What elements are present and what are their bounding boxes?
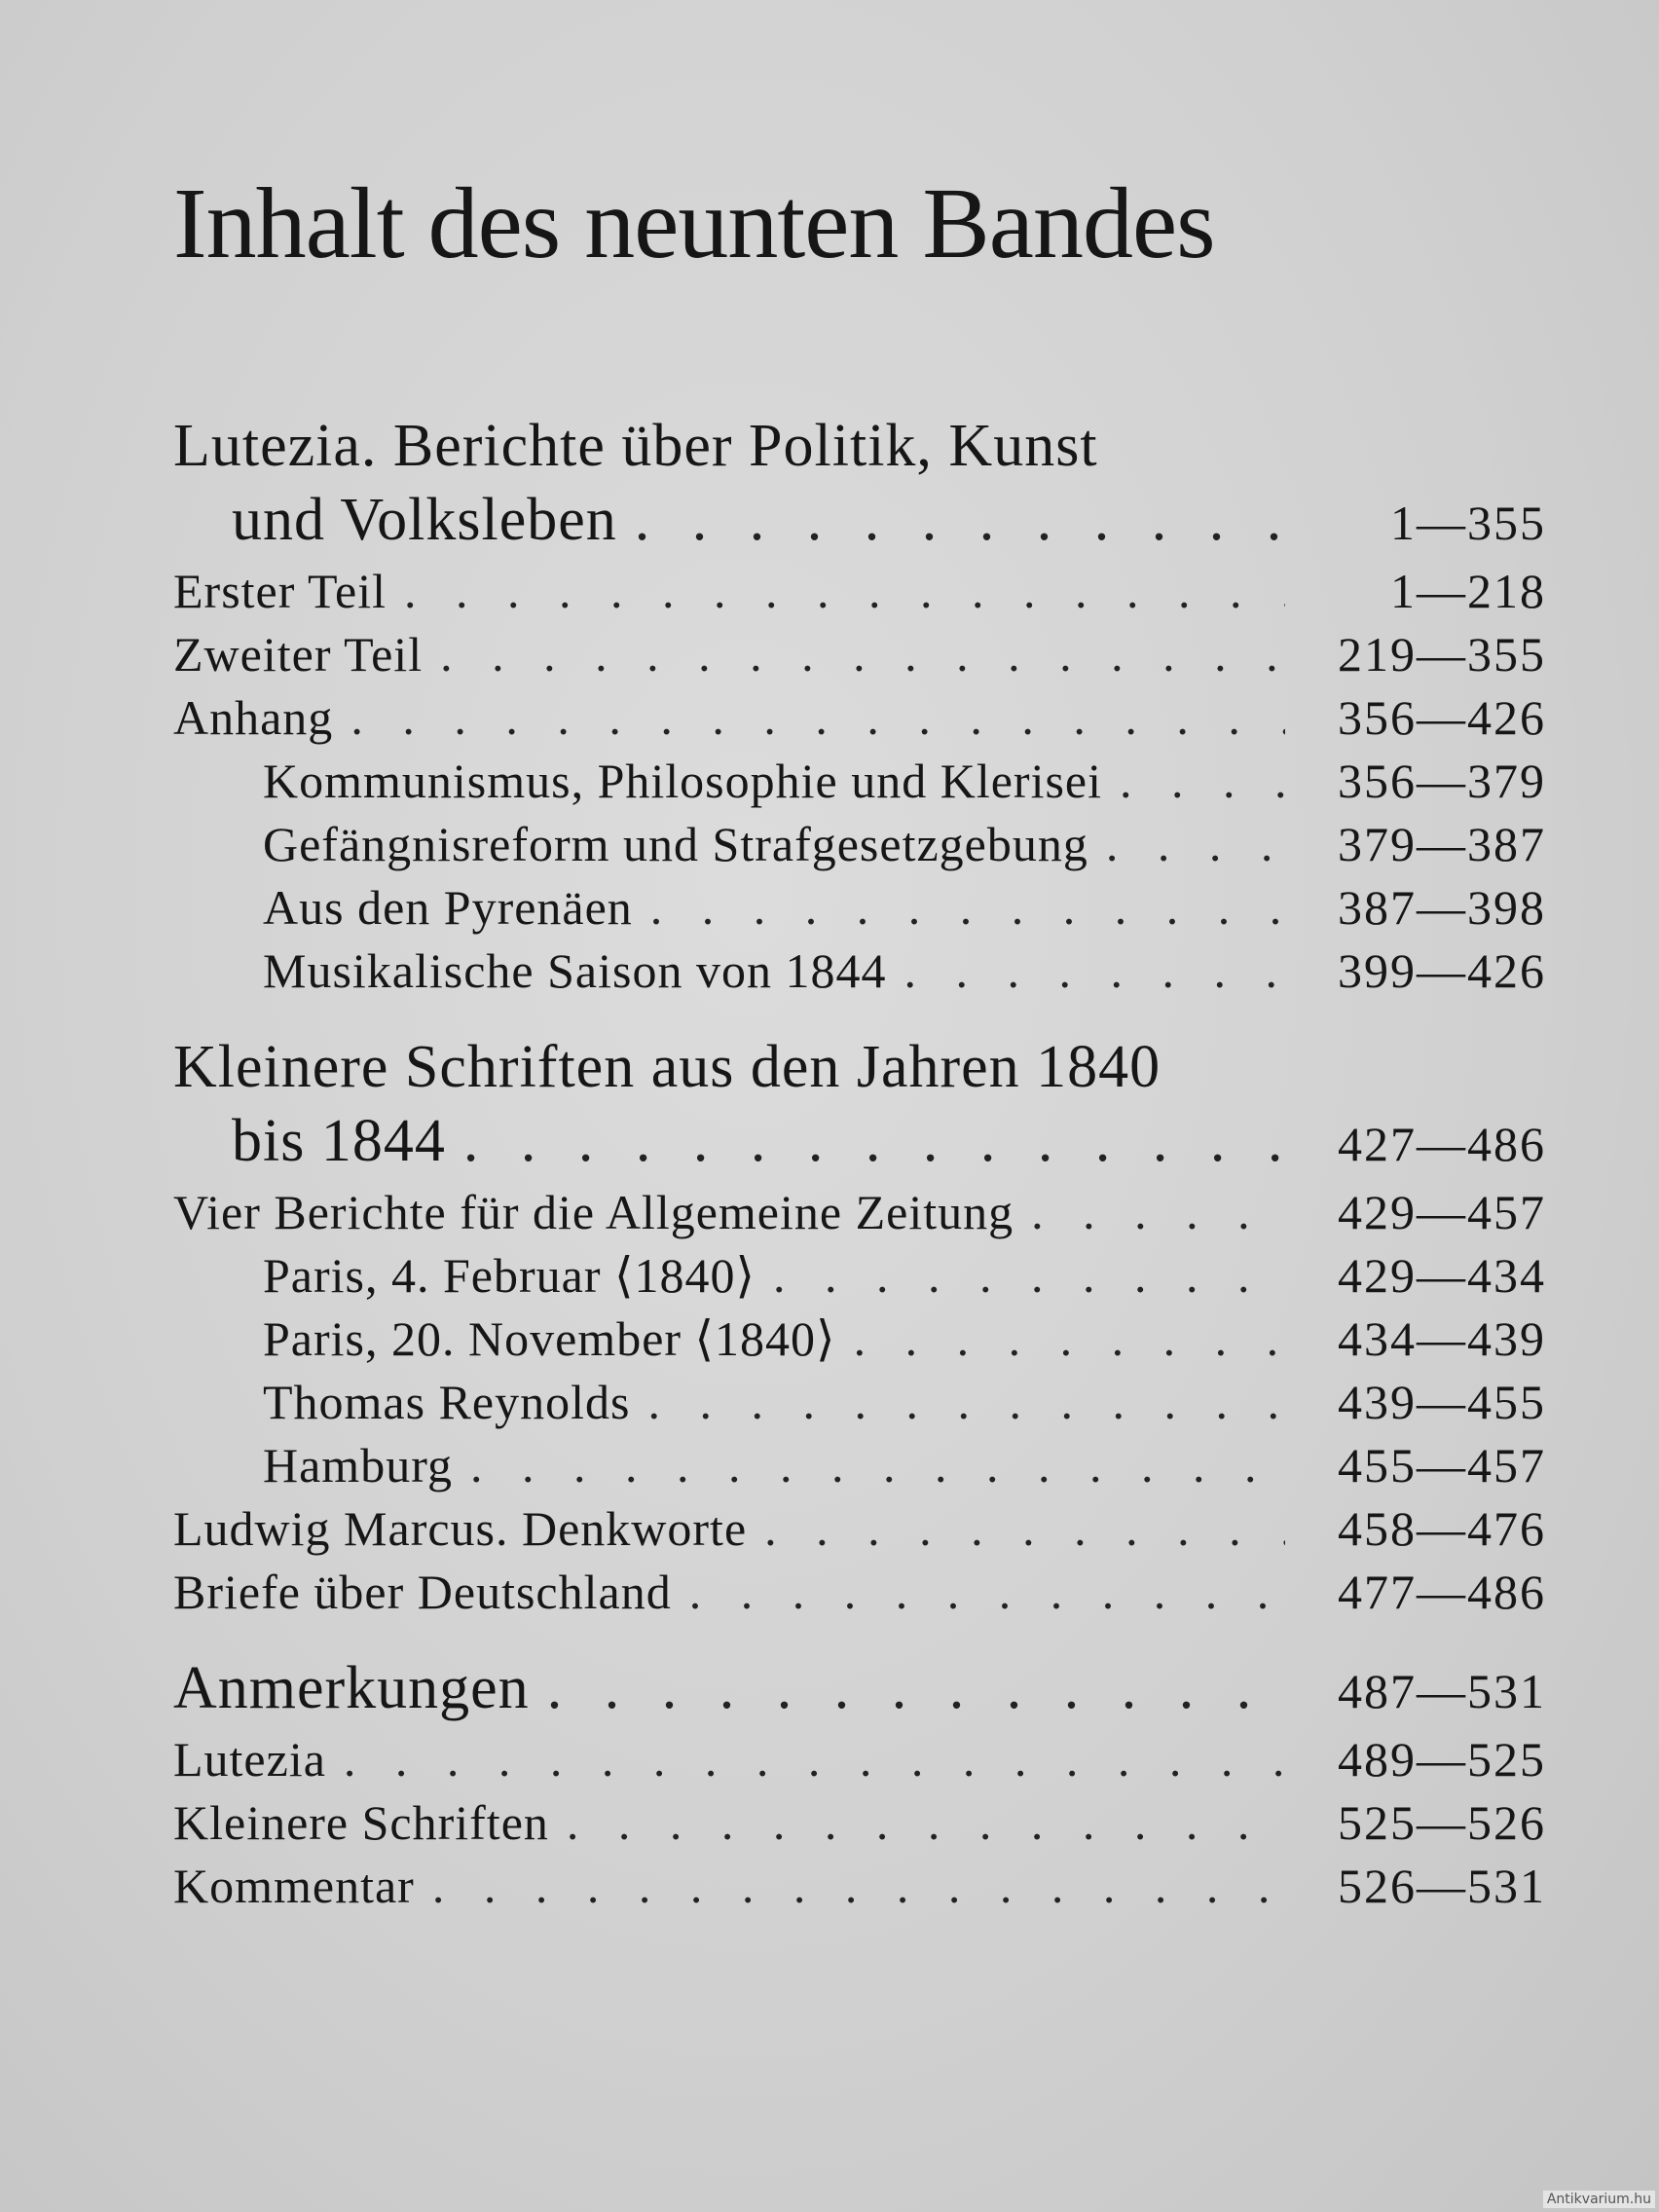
watermark: Antikvarium.hu xyxy=(1543,2191,1655,2208)
toc-entry xyxy=(173,1104,1546,1181)
entry-label: Ludwig Marcus. Denkworte xyxy=(173,1501,748,1556)
leader-dots xyxy=(1120,750,1285,813)
entry-pages: 429—434 xyxy=(1338,1248,1546,1303)
entry-pages: 487—531 xyxy=(1338,1664,1546,1718)
entry-label: Aus den Pyrenäen xyxy=(263,880,633,935)
entry-label: Lutezia xyxy=(173,1732,326,1787)
entry-label: Musikalische Saison von 1844 xyxy=(263,943,887,998)
toc-entry xyxy=(173,623,1546,686)
entry-label: Anhang xyxy=(173,690,334,745)
toc-entry xyxy=(173,1497,1546,1561)
entry-pages: 455—457 xyxy=(1338,1438,1546,1493)
entry-pages: 439—455 xyxy=(1338,1375,1546,1429)
entry-pages: 219—355 xyxy=(1338,627,1546,682)
entry-label: Zweiter Teil xyxy=(173,627,424,682)
leader-dots xyxy=(903,940,1285,1003)
toc-subentry xyxy=(173,1371,1546,1434)
toc-subentry xyxy=(173,940,1546,1003)
toc-subentry xyxy=(173,1434,1546,1497)
toc-entry xyxy=(173,686,1546,750)
entry-pages: 399—426 xyxy=(1338,943,1546,998)
entry-pages: 1—218 xyxy=(1390,564,1546,618)
leader-dots xyxy=(432,1855,1285,1918)
toc-entry xyxy=(173,1855,1546,1918)
entry-pages: 477—486 xyxy=(1338,1565,1546,1619)
toc-entry xyxy=(173,1181,1546,1244)
entry-label: Kleinere Schriften xyxy=(173,1795,549,1850)
entry-pages: 526—531 xyxy=(1338,1859,1546,1913)
toc-subentry xyxy=(173,876,1546,940)
entry-pages: 379—387 xyxy=(1338,817,1546,871)
toc-subentry xyxy=(173,1308,1546,1371)
table-of-contents xyxy=(173,409,1546,1918)
leader-dots xyxy=(650,876,1285,940)
section-heading: Kleinere Schriften aus den Jahren 1840 xyxy=(173,1034,1161,1100)
entry-label: Anmerkungen xyxy=(173,1655,530,1721)
toc-entry xyxy=(173,560,1546,623)
toc-entry xyxy=(173,483,1546,560)
toc-entry xyxy=(173,1561,1546,1624)
toc-subentry xyxy=(173,750,1546,813)
entry-pages: 356—379 xyxy=(1338,754,1546,808)
entry-pages: 1—355 xyxy=(1390,496,1546,550)
leader-dots xyxy=(404,560,1285,623)
section-gap xyxy=(173,1624,1546,1651)
entry-pages: 427—486 xyxy=(1338,1117,1546,1171)
leader-dots xyxy=(470,1434,1285,1497)
leader-dots xyxy=(567,1791,1285,1855)
entry-pages: 429—457 xyxy=(1338,1185,1546,1239)
leader-dots xyxy=(773,1244,1285,1308)
toc-subentry xyxy=(173,1244,1546,1308)
leader-dots xyxy=(463,1104,1285,1178)
entry-pages: 356—426 xyxy=(1338,690,1546,745)
leader-dots xyxy=(344,1728,1285,1791)
entry-pages: 458—476 xyxy=(1338,1501,1546,1556)
entry-label: Thomas Reynolds xyxy=(263,1375,631,1429)
leader-dots xyxy=(854,1308,1285,1371)
leader-dots xyxy=(635,483,1285,557)
entry-pages: 525—526 xyxy=(1338,1795,1546,1850)
entry-label: Hamburg xyxy=(263,1438,453,1493)
entry-label: Kommentar xyxy=(173,1859,415,1913)
entry-label: Briefe über Deutschland xyxy=(173,1565,672,1619)
entry-label: bis 1844 xyxy=(232,1108,446,1174)
leader-dots xyxy=(647,1371,1285,1434)
page-title: Inhalt des neunten Bandes xyxy=(173,167,1215,279)
entry-label: Vier Berichte für die Allgemeine Zeitung xyxy=(173,1185,1014,1239)
entry-label: Erster Teil xyxy=(173,564,387,618)
entry-label: Paris, 4. Februar ⟨1840⟩ xyxy=(263,1248,756,1303)
section-heading: Lutezia. Berichte über Politik, Kunst xyxy=(173,413,1098,479)
toc-entry xyxy=(173,1791,1546,1855)
toc-entry xyxy=(173,1728,1546,1791)
leader-dots xyxy=(764,1497,1285,1561)
leader-dots xyxy=(547,1651,1285,1725)
section-gap xyxy=(173,1003,1546,1030)
leader-dots xyxy=(1106,813,1285,876)
leader-dots xyxy=(689,1561,1285,1624)
entry-label: Paris, 20. November ⟨1840⟩ xyxy=(263,1311,836,1366)
entry-label: Kommunismus, Philosophie und Klerisei xyxy=(263,754,1102,808)
toc-subentry xyxy=(173,813,1546,876)
entry-label: Gefängnisreform und Strafgesetzgebung xyxy=(263,817,1088,871)
entry-pages: 434—439 xyxy=(1338,1311,1546,1366)
entry-pages: 387—398 xyxy=(1338,880,1546,935)
entry-pages: 489—525 xyxy=(1338,1732,1546,1787)
leader-dots xyxy=(1031,1181,1285,1244)
entry-label: und Volksleben xyxy=(232,487,617,553)
leader-dots xyxy=(350,686,1285,750)
toc-entry xyxy=(173,1651,1546,1728)
leader-dots xyxy=(440,623,1285,686)
